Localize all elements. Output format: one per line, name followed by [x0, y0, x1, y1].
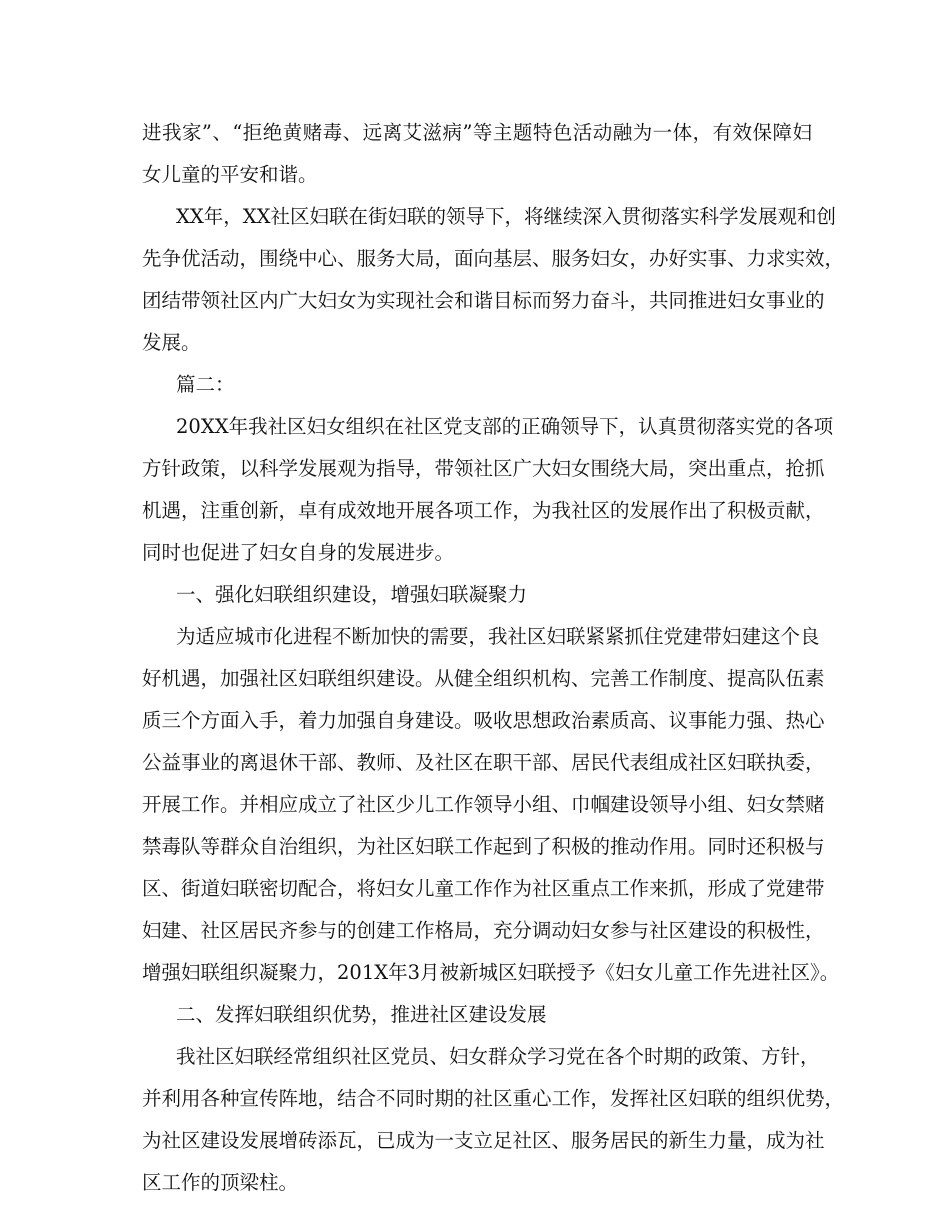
- text-line: 质三个方面入手，着力加强自身建设。吸收思想政治素质高、议事能力强、热心: [142, 709, 825, 732]
- document-body: [142, 112, 845, 1204]
- text-line: 并利用各种宣传阵地，结合不同时期的社区重心工作，发挥社区妇联的组织优势，: [142, 1087, 845, 1110]
- text-line: 为社区建设发展增砖添瓦，已成为一支立足社区、服务居民的新生力量，成为社: [142, 1129, 825, 1152]
- text-line: 妇建、社区居民齐参与的创建工作格局，充分调动妇女参与社区建设的积极性，: [142, 919, 825, 942]
- text-line: XX年，XX社区妇联在街妇联的领导下，将继续深入贯彻落实科学发展观和创: [176, 205, 837, 228]
- section-heading: 二、发挥妇联组织优势，推进社区建设发展: [176, 1003, 547, 1026]
- text-line: 发展。: [142, 331, 201, 354]
- text-line: 20XX年我社区妇女组织在社区党支部的正确领导下，认真贯彻落实党的各项: [176, 415, 834, 438]
- text-line: 为适应城市化进程不断加快的需要，我社区妇联紧紧抓住党建带妇建这个良: [176, 625, 820, 648]
- text-line: 女儿童的平安和谐。: [142, 163, 318, 186]
- text-line: 同时也促进了妇女自身的发展进步。: [142, 541, 455, 564]
- section-heading: 一、强化妇联组织建设，增强妇联凝聚力: [176, 583, 528, 606]
- text-line: 先争优活动，围绕中心、服务大局，面向基层、服务妇女，办好实事、力求实效，: [142, 247, 845, 270]
- text-line: 区、街道妇联密切配合，将妇女儿童工作作为社区重点工作来抓，形成了党建带: [142, 877, 825, 900]
- text-line: 区工作的顶梁柱。: [142, 1171, 299, 1194]
- text-line: 机遇，注重创新，卓有成效地开展各项工作，为我社区的发展作出了积极贡献，: [142, 499, 825, 522]
- text-line: 公益事业的离退休干部、教师、及社区在职干部、居民代表组成社区妇联执委，: [142, 751, 825, 774]
- text-line: 我社区妇联经常组织社区党员、妇女群众学习党在各个时期的政策、方针，: [176, 1045, 820, 1068]
- text-line: 好机遇，加强社区妇联组织建设。从健全组织机构、完善工作制度、提高队伍素: [142, 667, 825, 690]
- text-line: 进我家”、“拒绝黄赌毒、远离艾滋病”等主题特色活动融为一体，有效保障妇: [142, 121, 812, 144]
- text-line: 禁毒队等群众自治组织，为社区妇联工作起到了积极的推动作用。同时还积极与: [142, 835, 825, 858]
- section-heading: 篇二：: [176, 373, 235, 396]
- text-line: 方针政策，以科学发展观为指导，带领社区广大妇女围绕大局，突出重点，抢抓: [142, 457, 825, 480]
- text-line: 团结带领社区内广大妇女为实现社会和谐目标而努力奋斗，共同推进妇女事业的: [142, 289, 825, 312]
- text-line: 开展工作。并相应成立了社区少儿工作领导小组、巾帼建设领导小组、妇女禁赌: [142, 793, 825, 816]
- text-line: 增强妇联组织凝聚力，201X年3月被新城区妇联授予《妇女儿童工作先进社区》。: [142, 961, 840, 984]
